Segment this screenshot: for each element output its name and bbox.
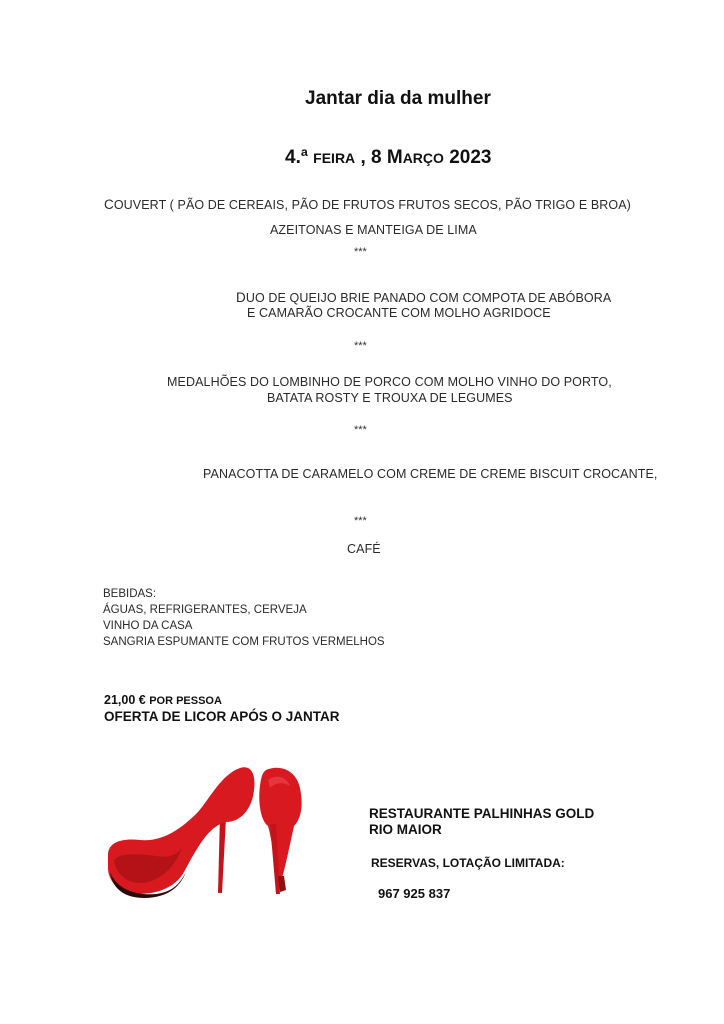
red-high-heels-image (100, 760, 310, 900)
price-line (104, 693, 222, 707)
page-title: Jantar dia da mulher (305, 88, 491, 109)
couvert-cap: C (104, 197, 114, 212)
separator: *** (354, 340, 367, 352)
couvert-line-2: AZEITONAS E MANTEIGA DE LIMA (270, 223, 477, 237)
starter-line (236, 290, 611, 305)
separator: *** (354, 515, 367, 527)
right-shoe-body (259, 768, 301, 883)
couvert-text: OUVERT ( PÃO DE CEREAIS, PÃO DE FRUTOS FRUTOS SECOS, PÃO TRIGO E BROA) (113, 198, 631, 212)
price-per-person: POR PESSOA (149, 695, 222, 707)
drinks-heading: BEBIDAS: (103, 588, 157, 600)
separator: *** (354, 246, 367, 258)
date-year: 2023 (443, 147, 492, 168)
main-course-line-2: BATATA ROSTY E TROUXA DE LEGUMES (267, 391, 513, 405)
starter-line-2: E CAMARÃO CROCANTE COM MOLHO AGRIDOCE (247, 306, 551, 320)
date-month-rest: ARÇO (402, 150, 444, 166)
date-day: , 8 M (355, 147, 403, 168)
starter-cap: D (236, 290, 246, 305)
drinks-item: SANGRIA ESPUMANTE COM FRUTOS VERMELHOS (103, 636, 385, 648)
offer-line: OFERTA DE LICOR APÓS O JANTAR (104, 709, 340, 724)
dessert-line: PANACOTTA DE CARAMELO COM CREME DE CREME BISCUIT CROCANTE, (203, 467, 658, 481)
drinks-section (103, 586, 385, 650)
left-shoe-heel (218, 815, 226, 893)
restaurant-city: RIO MAIOR (369, 822, 442, 837)
couvert-line (104, 197, 631, 212)
starter-text: UO DE QUEIJO BRIE PANADO COM COMPOTA DE ABÓBORA (245, 291, 612, 305)
restaurant-name: RESTAURANTE PALHINHAS GOLD (369, 806, 595, 821)
date-weekday: FEIRA (313, 150, 356, 166)
reservations-label: RESERVAS, LOTAÇÃO LIMITADA: (371, 856, 565, 870)
drinks-item: ÁGUAS, REFRIGERANTES, CERVEJA (103, 604, 307, 616)
event-date (285, 147, 491, 169)
date-prefix: 4.ª (285, 147, 314, 168)
drinks-item: VINHO DA CASA (103, 620, 193, 632)
price-amount: 21,00 € (104, 693, 150, 707)
coffee-line: CAFÉ (347, 542, 381, 556)
phone-number: 967 925 837 (378, 886, 451, 901)
main-course-line: MEDALHÕES DO LOMBINHO DE PORCO COM MOLHO VINHO DO PORTO, (167, 375, 612, 389)
separator: *** (354, 424, 367, 436)
